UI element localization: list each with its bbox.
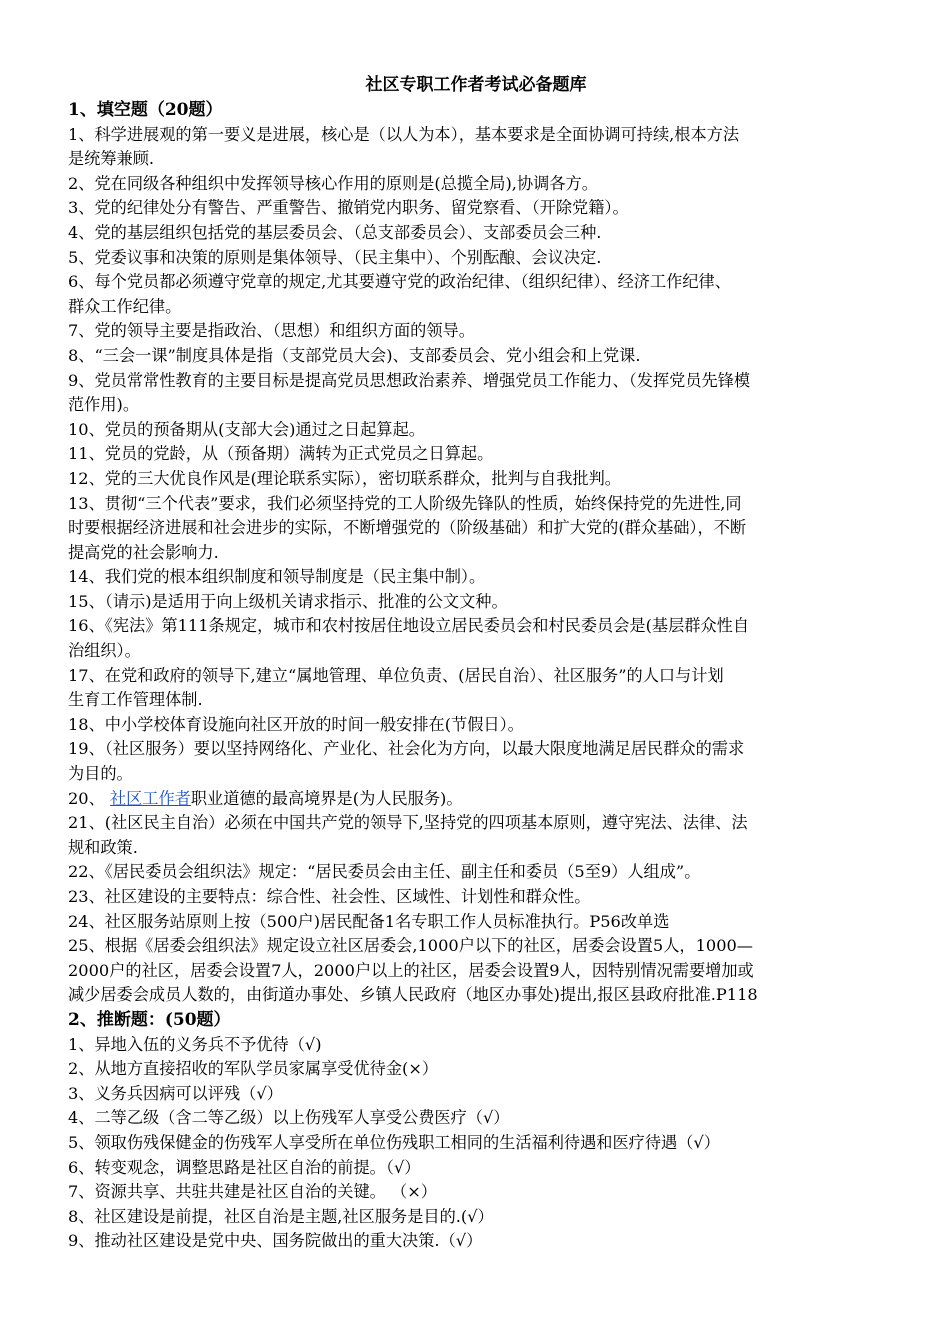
question-line: 7、资源共享、共驻共建是社区自治的关键。 （×） [68,1182,437,1202]
document-title: 社区专职工作者考试必备题库 [365,75,587,95]
question-line: 6、转变观念，调整思路是社区自治的前提。（√） [68,1157,421,1177]
question-line: 22、《居民委员会组织法》规定：“居民委员会由主任、副主任和委员（5至9）人组成”。 [68,862,701,882]
question-line: 3、义务兵因病可以评残（√） [68,1083,283,1103]
question-line: 规和政策. [68,837,138,857]
question-line: 11、党员的党龄，从（预备期）满转为正式党员之日算起。 [68,444,494,464]
question-line: 4、二等乙级（含二等乙级）以上伤残军人享受公费医疗（√） [68,1108,510,1128]
question-line: 群众工作纪律。 [68,296,182,316]
question-line: 23、社区建设的主要特点：综合性、社会性、区域性、计划性和群众性。 [68,887,591,906]
question-line: 17、在党和政府的领导下,建立“属地管理、单位负责、(居民自治）、社区服务”的人口与计划 [68,665,724,685]
question-line: 2、从地方直接招收的军队学员家属享受优待金(×） [68,1059,439,1079]
question-line: 3、党的纪律处分有警告、严重警告、撤销党内职务、留党察看、（开除党籍）。 [68,198,629,218]
question-number: 20、 [68,788,110,808]
question-line: 2000户的社区，居委会设置7人，2000户以上的社区，居委会设置9人，因特别情况需要增加或 [68,960,754,980]
section-judgment [68,1008,884,1254]
question-line: 为目的。 [68,764,133,784]
question-line: 2、党在同级各种组织中发挥领导核心作用的原则是(总揽全局),协调各方。 [68,173,598,193]
question-line: 16、《宪法》第111条规定，城市和农村按居住地设立居民委员会和村民委员会是(基层群众性自 [68,616,750,636]
question-line: 7、党的领导主要是指政治、（思想）和组织方面的领导。 [68,321,475,341]
social-worker-link[interactable]: 社区工作者 [109,788,191,808]
question-line: 6、每个党员都必须遵守党章的规定,尤其要遵守党的政治纪律、（组织纪律）、经济工作纪律、 [68,272,731,292]
question-line: 25、根据《居委会组织法》规定设立社区居委会,1000户以下的社区，居委会设置5人，1000— [68,936,753,956]
section-heading: 2、推断题：(50题） [68,1009,231,1030]
question-line: 治组织）。 [68,641,141,661]
question-line: 5、党委议事和决策的原则是集体领导、（民主集中）、个别酝酿、会议决定. [68,247,602,267]
question-line: 10、党员的预备期从(支部大会)通过之日起算起。 [68,419,425,439]
question-list [68,811,884,1008]
question-line: 1、异地入伍的义务兵不予优待（√) [68,1034,322,1054]
question-line: 4、党的基层组织包括党的基层委员会、（总支部委员会）、支部委员会三种. [68,222,602,242]
question-line [68,787,884,812]
question-line: 14、我们党的根本组织制度和领导制度是（民主集中制）。 [68,567,486,587]
question-line: 时要根据经济进展和社会进步的实际，不断增强党的（阶级基础）和扩大党的(群众基础），不断 [68,518,747,538]
question-list [68,123,884,787]
question-list [68,1033,884,1254]
question-line: 8、社区建设是前提，社区自治是主题,社区服务是目的.(√） [68,1206,494,1226]
question-line: 9、推动社区建设是党中央、国务院做出的重大决策.（√） [68,1231,483,1251]
question-line: 生育工作管理体制. [68,690,203,710]
question-line: 5、领取伤残保健金的伤残军人享受所在单位伤残职工相同的生活福利待遇和医疗待遇（√） [68,1132,720,1152]
question-text: 职业道德的最高境界是(为人民服务)。 [190,788,463,808]
question-line: 减少居委会成员人数的，由街道办事处、乡镇人民政府（地区办事处)提出,报区县政府批准.P118 [68,985,758,1005]
question-line: 提高党的社会影响力. [68,542,219,562]
question-line: 是统筹兼顾. [68,149,155,169]
question-line: 13、贯彻“三个代表”要求，我们必须坚持党的工人阶级先锋队的性质，始终保持党的先进性,同 [68,493,742,513]
question-line: 1、科学进展观的第一要义是进展，核心是（以人为本），基本要求是全面协调可持续,根本方法 [68,124,740,144]
question-line: 24、社区服务站原则上按（500户)居民配备1名专职工作人员标准执行。P56改单选 [68,911,670,931]
question-line: 19、（社区服务）要以坚持网络化、产业化、社会化为方向，以最大限度地满足居民群众的需求 [68,739,745,759]
section-fill-in-blank [68,98,884,1008]
question-line: 8、“三会一课”制度具体是指（支部党员大会)、支部委员会、党小组会和上党课. [68,345,641,365]
question-line: 9、党员常常性教育的主要目标是提高党员思想政治素养、增强党员工作能力、（发挥党员先锋模 [68,370,751,390]
question-line: 15、（请示)是适用于向上级机关请求指示、批准的公文文种。 [68,591,508,611]
question-line: 18、中小学校体育设施向社区开放的时间一般安排在(节假日）。 [68,714,524,734]
question-line: 12、党的三大优良作风是(理论联系实际），密切联系群众，批判与自我批判。 [68,468,621,488]
section-heading: 1、填空题（20题） [68,100,223,120]
question-line: 范作用)。 [68,395,140,415]
question-line: 21、(社区民主自治）必须在中国共产党的领导下,坚持党的四项基本原则，遵守宪法、法律、法 [68,813,748,833]
